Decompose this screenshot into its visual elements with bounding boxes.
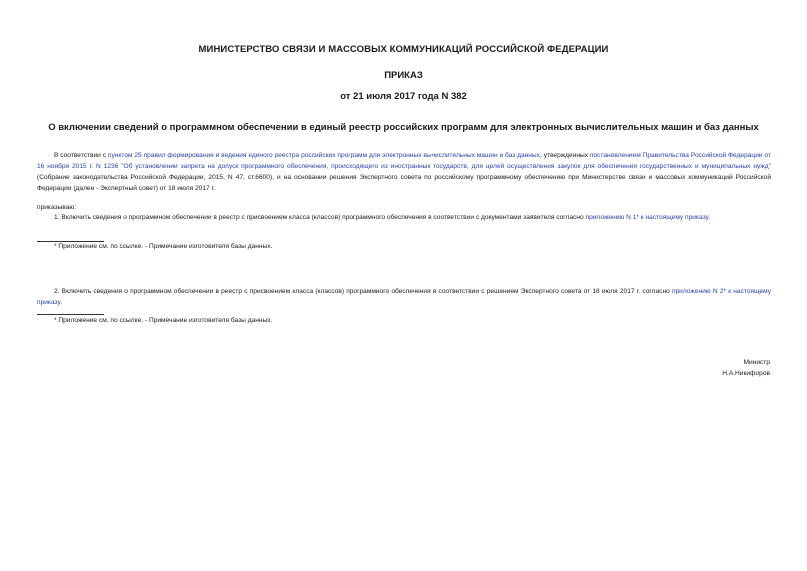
preamble-paragraph [37,150,771,194]
item-1-end: . [708,214,711,221]
appendix-2-link[interactable]: приложению N 2* к настоящему приказу [37,288,771,306]
footnote-1: * Приложение см. по ссылке. - Примечание изготовителя базы данных. [54,243,273,250]
footnote-divider-1 [37,241,104,242]
item-2-end: . [60,299,62,306]
item-1-text: 1. Включить сведения о программном обеспечении в реестр с присвоением класса (классов) программного обеспечения в соответствии с документами заявителя согласно [54,214,586,221]
rules-link[interactable]: пунктом 25 правил формирования и ведения единого реестра российских программ для электронных вычислительных машин и баз данных [107,152,540,159]
ministry-heading: МИНИСТЕРСТВО СВЯЗИ И МАССОВЫХ КОММУНИКАЦИЙ РОССИЙСКОЙ ФЕДЕРАЦИИ [198,44,609,55]
preamble-text-1: В соответствии с [54,152,108,159]
signature-block [722,357,770,379]
item-2-text: 2. Включить сведения о программном обеспечении в реестр с присвоением класса (классов) программного обеспечения в соответствии с решением Экспертного совета от 18 июля 2017 г. согласно [54,288,672,295]
resolution-link[interactable]: постановлением Правительства Российской Федерации от 16 ноября 2015 г. N 1236 "Об установлении запрета на допуск программного обеспечения, происходящего из иностранных государств, для целей осуществления закупок для обеспечения государственных и муниципальных нужд" [37,152,771,170]
appendix-1-link[interactable]: приложению N 1* к настоящему приказу [585,214,709,221]
footnote-divider-2 [37,314,104,315]
item-2-paragraph [37,286,771,308]
date-number-heading: от 21 июля 2017 года N 382 [340,91,467,102]
item-1-paragraph [37,212,771,223]
preamble-text-2: , утвержденных [539,152,590,159]
doc-type-heading: ПРИКАЗ [384,70,423,81]
signature-position: Министр [743,359,770,366]
footnote-2: * Приложение см. по ссылке. - Примечание изготовителя базы данных. [54,317,273,324]
preamble-text-3: (Собрание законодательства Российской Федерации, 2015, N 47, ст.6600), и на основании решения Экспертного совета по российскому программному обеспечению при Министерстве связи и массовых коммуникаций Российской Федерации (далее - Экспертный совет) от 18 июля 2017 г. [37,174,771,192]
document-title: О включении сведений о программном обеспечении в единый реестр российских программ для электронных вычислительных машин и баз данных [48,122,759,133]
order-word: приказываю: [37,204,77,211]
signature-name: Н.А.Никифоров [722,370,770,377]
